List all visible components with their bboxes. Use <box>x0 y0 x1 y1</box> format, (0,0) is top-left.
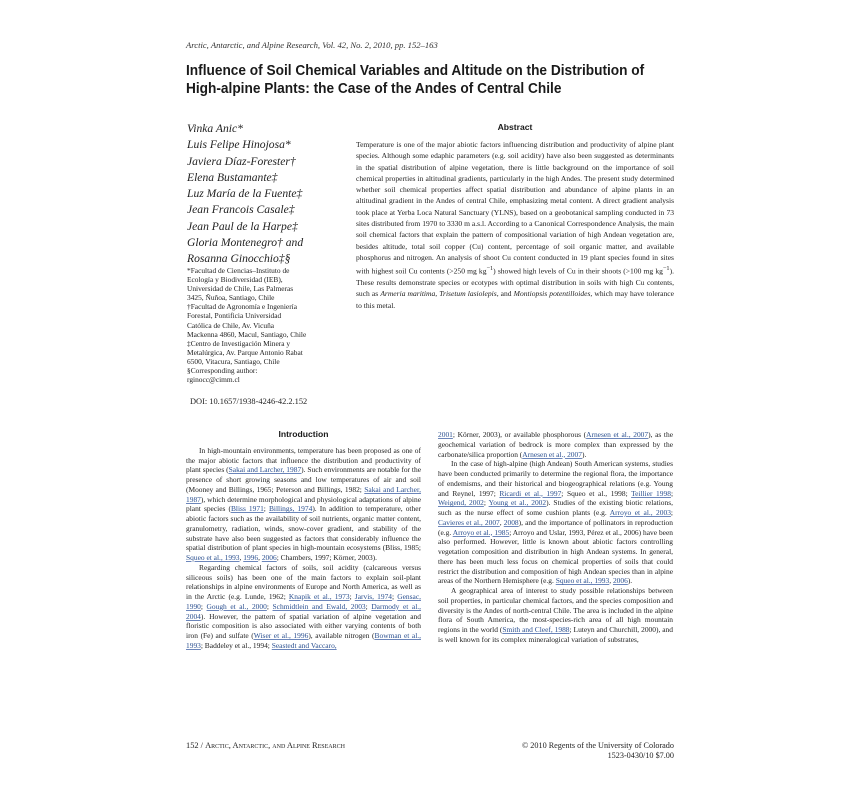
citation-link[interactable]: Schmidtlein and Ewald, 2003 <box>272 601 366 611</box>
body-text: In the case of high-alpine (high Andean) South American systems, studies have been conducted primarily to determine the regional flora, the importance of endemisms, and their historical and biogeographical relations (e.g. Young and Reynel, 1997; <box>438 459 673 498</box>
body-text: ; Arroyo and Uslar, 1993, Pérez et al., 2006) have been also performed. However, little is known about abiotic factors controlling vegetation composition and distribution in high Andean systems. In general, there has been much less focus on chemical properties of soils that could restrict the distribution and composition of high Andean species than in alpine areas of the Northern Hemisphere (e.g. <box>438 527 673 586</box>
citation-link[interactable]: Arroyo et al., 1985 <box>452 527 510 537</box>
article-title <box>186 62 645 98</box>
citation-link[interactable]: Knapik et al., 1973 <box>288 592 350 601</box>
body-text: ; <box>670 488 674 498</box>
citation-link[interactable]: Gensac, 1990 <box>186 592 421 611</box>
author-name: Javiera Díaz-Forester† <box>187 154 296 168</box>
author-name: Vinka Anic* <box>187 122 243 135</box>
title-line: High-alpine Plants: the Case of the Andes of Central Chile <box>186 80 562 97</box>
affiliation-line: *Facultad de Ciencias–Instituto de <box>187 266 290 275</box>
citation-link[interactable]: Squeo et al., 1993 <box>555 576 610 586</box>
left-column <box>186 430 421 651</box>
body-text: ). <box>627 576 633 586</box>
journal-name-footer: Arctic, Antarctic, and Alpine Research <box>205 741 345 750</box>
body-text: A geographical area of interest to study possible relationships between soil properties, in particular chemical factors, and the species composition and diversity is the Andes of north-central Chile. The area is included in the alpine flora of South America, the most-species-rich area of all high mountain regions in the world ( <box>438 586 673 634</box>
citation-link[interactable]: 2008 <box>503 517 519 527</box>
body-paragraph <box>438 459 673 586</box>
affiliation-line: Ecología y Biodiversidad (IEB), <box>187 275 283 285</box>
body-text: ). Studies of the existing biotic relations, such as the nurse effect of some cushion plants (e.g. <box>438 498 673 517</box>
affiliation-line: §Corresponding author: <box>187 366 258 376</box>
author-name: Gloria Montenegro† and <box>187 236 304 250</box>
affiliations <box>187 266 337 384</box>
corresponding-email[interactable]: rginocc@cimm.cl <box>187 375 240 385</box>
citation-link[interactable]: Ricardi et al., 1997 <box>499 488 562 498</box>
author-name: Jean Paul de la Harpe‡ <box>187 219 298 233</box>
citation-link[interactable]: Squeo et al., 1993 <box>186 553 240 562</box>
affiliation-line: 6500, Vitacura, Santiago, Chile <box>187 356 280 366</box>
species-name: Trisetum lasiolepis <box>439 289 497 299</box>
citation-link[interactable]: 1996 <box>243 553 259 562</box>
citation-link[interactable]: Teillier 1998 <box>631 488 671 498</box>
species-name: Armeria maritima <box>380 289 436 299</box>
citation-link[interactable]: 2006 <box>261 553 277 562</box>
body-text: , <box>239 553 244 562</box>
body-text: ; Luteyn and Churchill, 2000), and is well known for its complex mineralogical variation of substrates, <box>438 625 673 644</box>
species-name: Montiopsis potentilloides <box>513 289 591 299</box>
page-number: 152 / <box>186 741 206 750</box>
body-text: ), as the geochemical variation of bedrock is more complex than expressed by the carbonate/silica proportion ( <box>438 430 673 459</box>
citation-link[interactable]: Darmody et al., 2004 <box>186 601 422 621</box>
body-text: , <box>499 517 504 527</box>
body-text: , <box>609 576 613 586</box>
author-name: Rosanna Ginocchio‡§ <box>187 252 291 266</box>
body-text: ; Baddeley et al., 1994; <box>200 640 272 650</box>
body-text: ; <box>392 592 398 601</box>
body-text: ; <box>200 601 207 611</box>
author-name: Luis Felipe Hinojosa* <box>187 138 291 152</box>
abstract-body: Temperature is one of the major abiotic factors influencing distribution and productivity of alpine plant species. Although some edaphic parameters (e.g. soil acidity) have also been suggested as determinants in the spatial distribution of alpine vegetation, there is little background on the importance of soil chemical properties in altitudinal gradients, particularly in the high Andes. The present study determined whether soil chemical properties affect spatial distribution and abundance of alpine plants in an altitudinal gradient in the Andes of central Chile, emphasizing metal content. A direct gradient analysis took place at Yerba Loca Natural Sanctuary (YLNS), based on a geobotanical sampling conducted in 73 sites distributed from 1970 to 3330 m a.s.l. According to a Canonical Correspondence Analysis, the main soil chemical factors that explain the pattern of compositional variation of high Andean vegetation are, besides altitude, total soil copper (Cu) content, percentage of soil organic matter, and available phosphorus and nitrogen. An analysis of shoot Cu content conducted in 19 plant species found in sites with highest soil Cu contents (>250 mg $kg^{-1}$) showed high levels of Cu in their shoots (>100 mg $kg^{-1}$). These results demonstrate species or ecotypes with optimal distribution in soils with high Cu contents, such as Armeria maritima, Trisetum lasiolepis, and Montiopsis potentilloides, which may have tolerance to this metal. <box>356 140 675 310</box>
body-text: Regarding chemical factors of soils, soil acidity (calcareous versus siliceous soils) has been one of the main factors to explain soil-plant relationships in alpine environments of Europe and North America, as well as in the Arctic (e.g. Lunde, 1962; <box>186 562 421 601</box>
author-name: Elena Bustamante‡ <box>187 170 278 184</box>
citation-link[interactable]: Billings, 1974 <box>268 504 313 514</box>
copyright-line: © 2010 Regents of the University of Colorado <box>522 741 674 750</box>
citation-link[interactable]: Jarvis, 1974 <box>354 592 393 601</box>
citation-link[interactable]: Sakai and Larcher, 1987 <box>228 465 302 475</box>
page-footer-right <box>480 741 674 761</box>
affiliation-line: Metalúrgica, Av. Parque Antonio Rabat <box>187 347 303 357</box>
affiliation-line: ‡Centro de Investigación Minera y <box>187 338 291 348</box>
citation-link[interactable]: Wiser et al., 1996 <box>253 631 309 640</box>
intro-paragraph <box>186 563 421 651</box>
introduction-heading: Introduction <box>278 429 329 439</box>
title-line: Influence of Soil Chemical Variables and Altitude on the Distribution of <box>186 62 645 79</box>
body-text: ). However, the pattern of spatial variation of alpine vegetation and floristic composition is also associated with either varying contents of both iron (Fe) and sulfate ( <box>186 611 421 640</box>
affiliation-line: 3425, Ñuñoa, Santiago, Chile <box>187 293 275 303</box>
citation-link[interactable]: Young et al., 2002 <box>488 498 547 508</box>
body-text: ). <box>581 449 587 459</box>
citation-link[interactable]: Gough et al., 2000 <box>206 601 267 611</box>
body-text: In high-mountain environments, temperature has been proposed as one of the major abiotic factors that influence the distribution and productivity of plant species ( <box>186 445 421 475</box>
affiliation-line: Mackenna 4860, Macul, Santiago, Chile <box>187 329 307 339</box>
abstract-heading: Abstract <box>497 122 533 132</box>
body-text: ). Such environments are notable for the presence of short growing seasons and low temperatures of air and soil (Mooney and Billings, 1965; Peterson and Billings, 1982; <box>186 465 422 494</box>
body-text: ; Squeo et al., 1998; <box>561 488 632 498</box>
citation-link[interactable]: Smith and Cleef, 1988 <box>502 625 570 634</box>
citation-link[interactable]: Seastedt and Vaccaro, <box>271 640 337 650</box>
citation-link[interactable]: Arnesen et al., 2007 <box>586 430 649 439</box>
body-text: ; Chambers, 1997; Körner, 2003). <box>276 553 377 562</box>
journal-citation: Arctic, Antarctic, and Alpine Research, Vol. 42, No. 2, 2010, pp. 152–163 <box>186 40 438 50</box>
citation-link[interactable]: Bliss 1971 <box>230 504 264 514</box>
citation-link[interactable]: Arnesen et al., 2007 <box>522 449 582 459</box>
citation-link[interactable]: Arroyo et al., 2003 <box>609 508 671 517</box>
body-paragraph <box>438 586 673 645</box>
author-name: Jean Francois Casale‡ <box>187 203 295 217</box>
body-text: ; <box>365 601 372 611</box>
body-text: ; <box>263 504 269 514</box>
citation-link[interactable]: Sakai and Larcher, 1987 <box>186 484 421 504</box>
body-text: ; <box>483 498 489 508</box>
body-paragraph <box>438 430 673 459</box>
body-text: ; <box>349 592 355 601</box>
citation-link[interactable]: 2006 <box>612 576 628 586</box>
affiliation-line: Católica de Chile, Av. Vicuña <box>187 320 275 330</box>
body-text: ), which determine morphological and physiological adaptations of alpine plant species ( <box>186 494 421 514</box>
doi-line[interactable]: DOI: 10.1657/1938-4246-42.2.152 <box>190 397 308 406</box>
author-name: Luz María de la Fuente‡ <box>187 187 303 201</box>
citation-link[interactable]: Cavieres et al., 2007 <box>438 517 500 527</box>
citation-link[interactable]: Weigend, 2002 <box>438 498 484 508</box>
author-list <box>187 121 303 268</box>
right-column <box>438 430 673 645</box>
issn-line: 1523-0430/10 $7.00 <box>607 751 674 760</box>
body-text: , <box>258 553 262 562</box>
body-text: ; Körner, 2003), or available phosphorous ( <box>452 430 587 439</box>
body-text: ), available nitrogen ( <box>308 631 375 640</box>
affiliation-line: †Facultad de Agronomía e Ingeniería <box>187 302 298 312</box>
affiliation-line: Forestal, Pontificia Universidad <box>187 311 282 321</box>
citation-link[interactable]: 2001 <box>438 430 453 439</box>
affiliation-line: Universidad de Chile, Las Palmeras <box>187 284 294 294</box>
intro-paragraph <box>186 446 421 563</box>
body-text: ; <box>266 601 273 611</box>
body-text: ). In addition to temperature, other abiotic factors such as the availability of soil nutrients, organic matter content, granulometry, radiation, winds, snow-cover gradient, and stability of the substrate have also been suggested as factors that considerably influence the spatial distribution of plant species in high-mountain ecosystems (Bliss, 1985; <box>186 504 421 553</box>
citation-link[interactable]: Bowman et al., 1993 <box>186 631 421 650</box>
page-footer-left <box>186 741 345 750</box>
body-text: ), and the importance of pollinators in reproduction (e.g. <box>438 517 673 537</box>
body-text: ; <box>670 508 673 517</box>
